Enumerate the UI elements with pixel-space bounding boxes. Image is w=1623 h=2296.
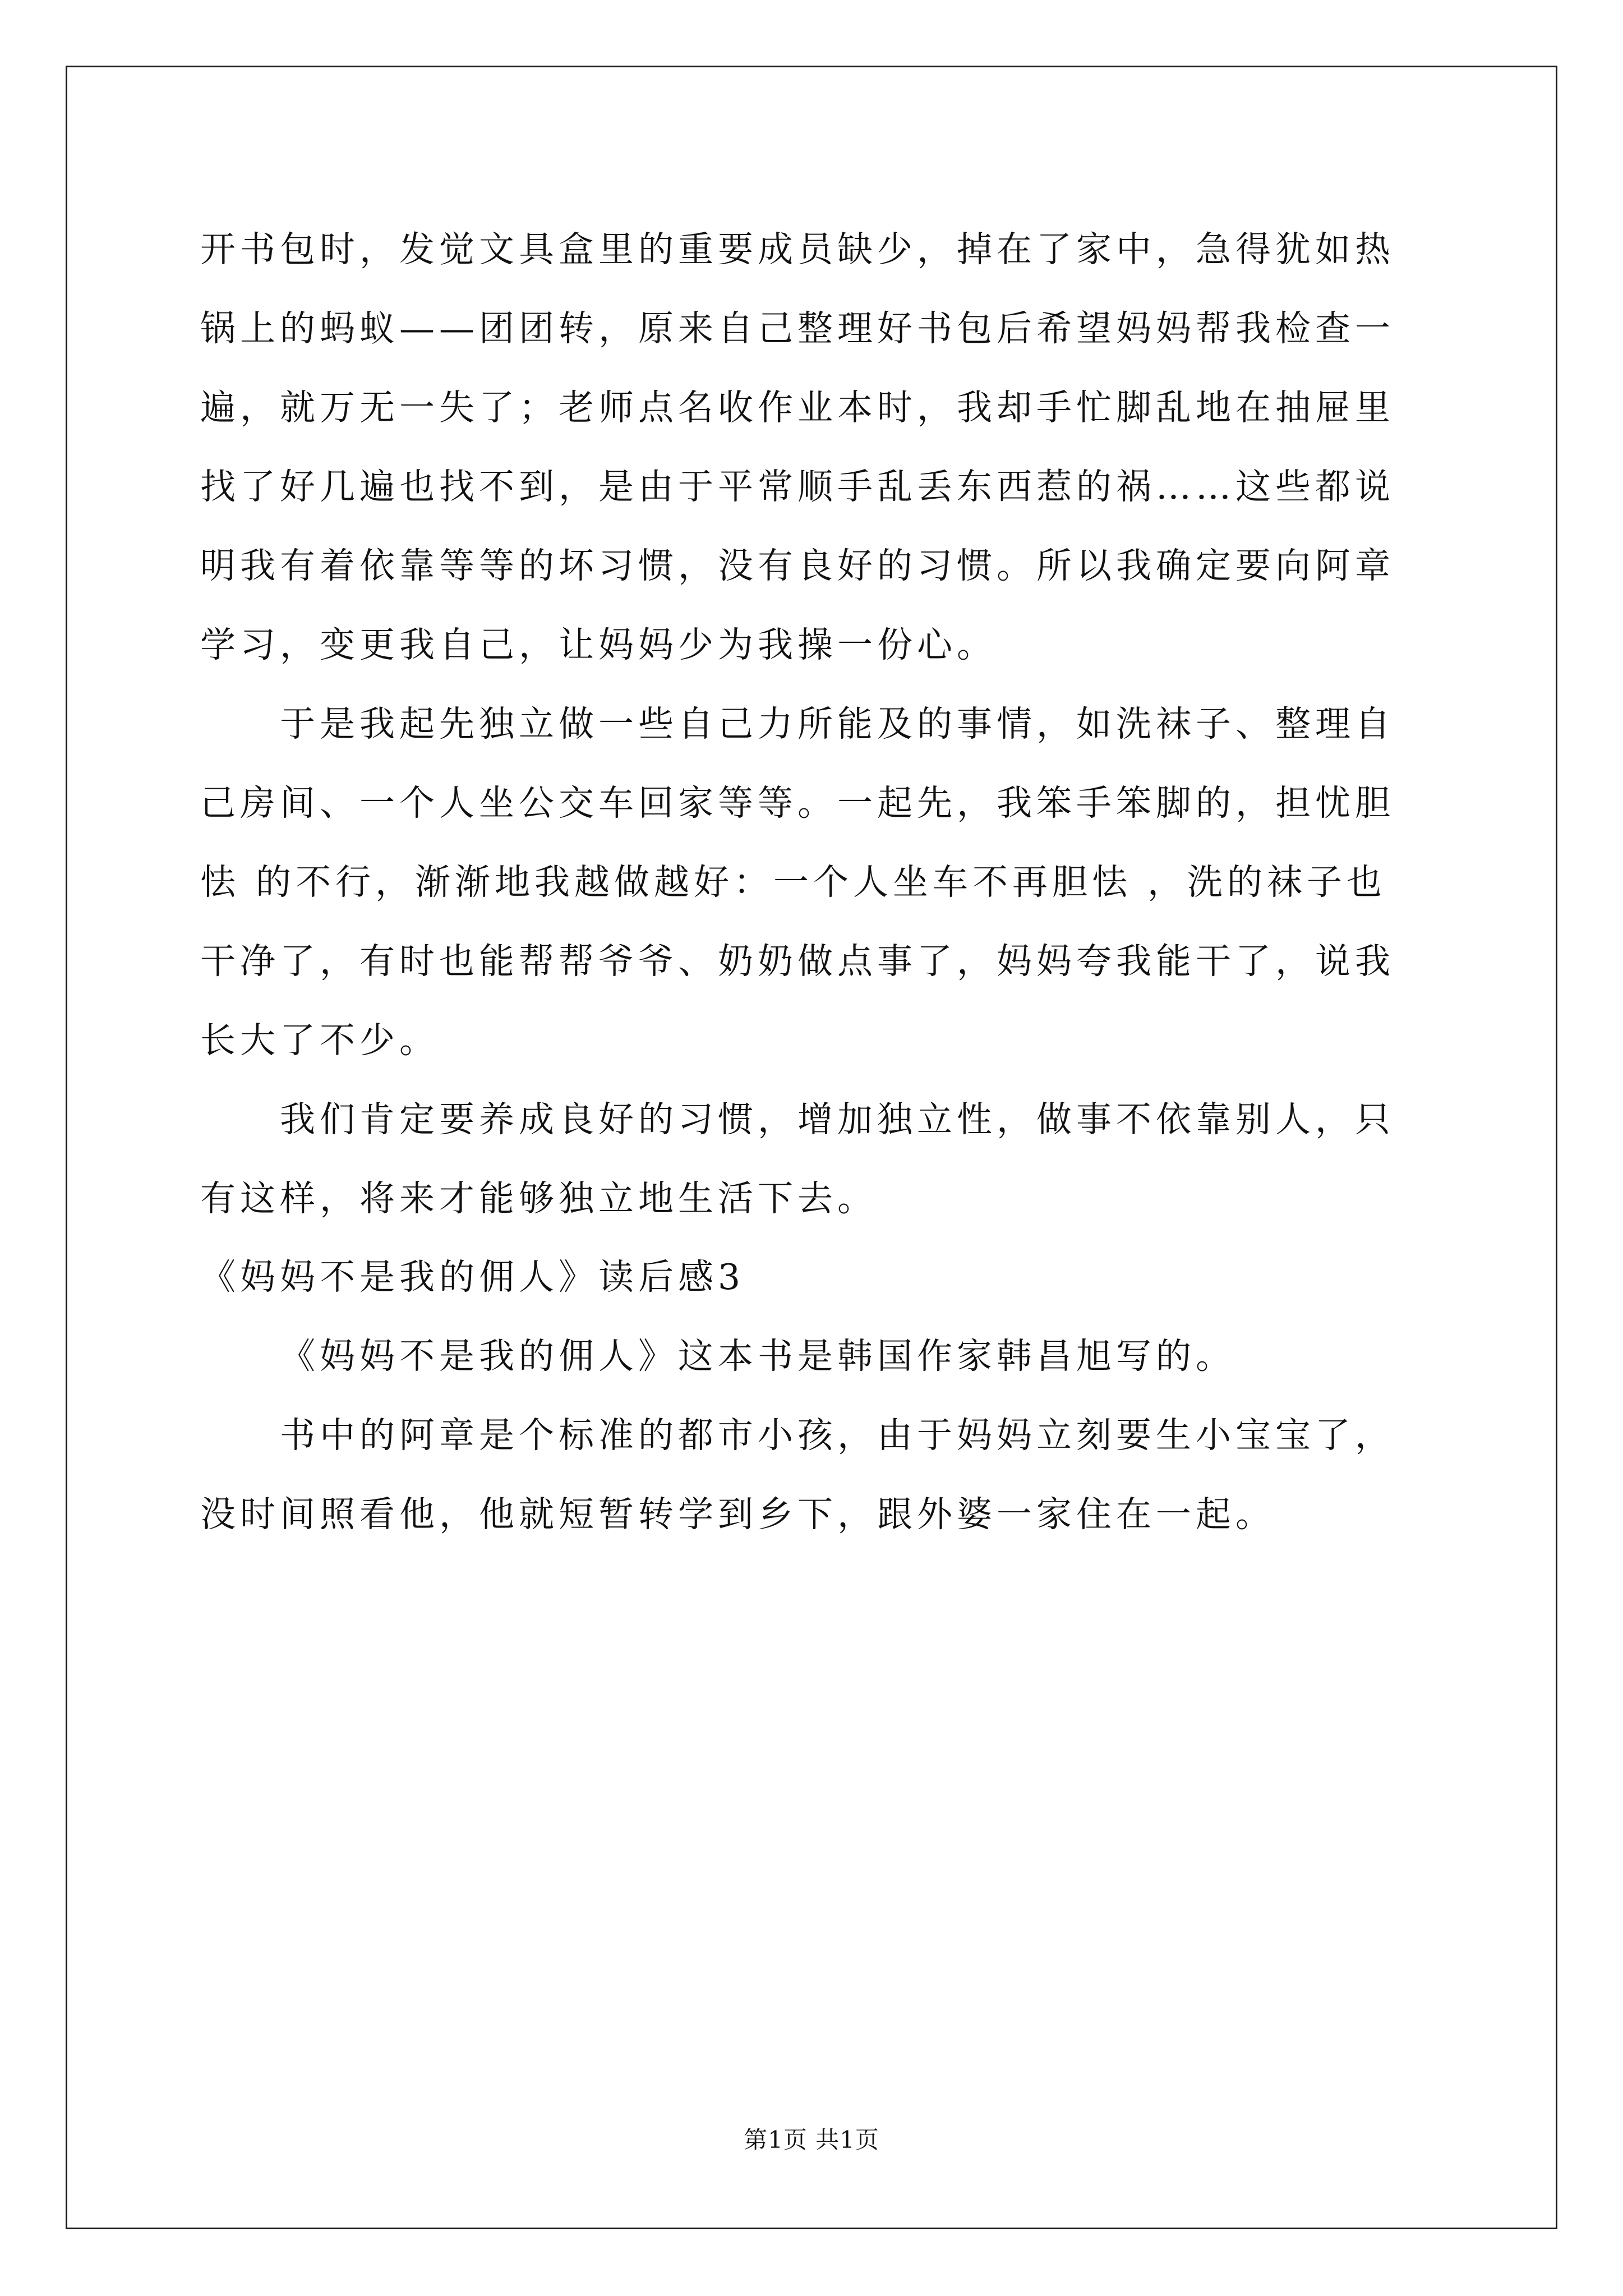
page-footer: 第1页 共1页 (744, 2126, 879, 2154)
text-line: 开书包时，发觉文具盒里的重要成员缺少，掉在了家中，急得犹如热 (200, 229, 1395, 270)
text-line: 锅上的蚂蚁——团团转，原来自己整理好书包后希望妈妈帮我检查一 (200, 308, 1395, 349)
text-line: 没时间照看他，他就短暂转学到乡下，跟外婆一家住在一起。 (200, 1494, 1275, 1535)
text-line: 干净了，有时也能帮帮爷爷、奶奶做点事了，妈妈夸我能干了，说我 (200, 941, 1395, 982)
text-line: 于是我起先独立做一些自己力所能及的事情，如洗袜子、整理自 (280, 703, 1395, 744)
section-heading: 《妈妈不是我的佣人》读后感3 (200, 1257, 745, 1297)
text-line: 明我有着依靠等等的坏习惯，没有良好的习惯。所以我确定要向阿章 (200, 545, 1395, 586)
text-line: 我们肯定要养成良好的习惯，增加独立性，做事不依靠别人，只 (280, 1099, 1395, 1140)
text-line: 长大了不少。 (200, 1020, 439, 1061)
text-line: 书中的阿章是个标准的都市小孩，由于妈妈立刻要生小宝宝了， (280, 1415, 1395, 1456)
text-line: 有这样，将来才能够独立地生活下去。 (200, 1178, 877, 1219)
text-line: 《妈妈不是我的佣人》这本书是韩国作家韩昌旭写的。 (280, 1336, 1235, 1377)
text-line: 怯 的不行，渐渐地我越做越好：一个人坐车不再胆怯 ，洗的袜子也 (200, 862, 1387, 903)
text-line: 学习，变更我自己，让妈妈少为我操一份心。 (200, 624, 997, 665)
text-line: 己房间、一个人坐公交车回家等等。一起先，我笨手笨脚的，担忧胆 (200, 783, 1395, 823)
text-line: 遍，就万无一失了；老师点名收作业本时，我却手忙脚乱地在抽屉里 (200, 387, 1395, 428)
text-line: 找了好几遍也找不到，是由于平常顺手乱丢东西惹的祸……这些都说 (200, 466, 1395, 507)
